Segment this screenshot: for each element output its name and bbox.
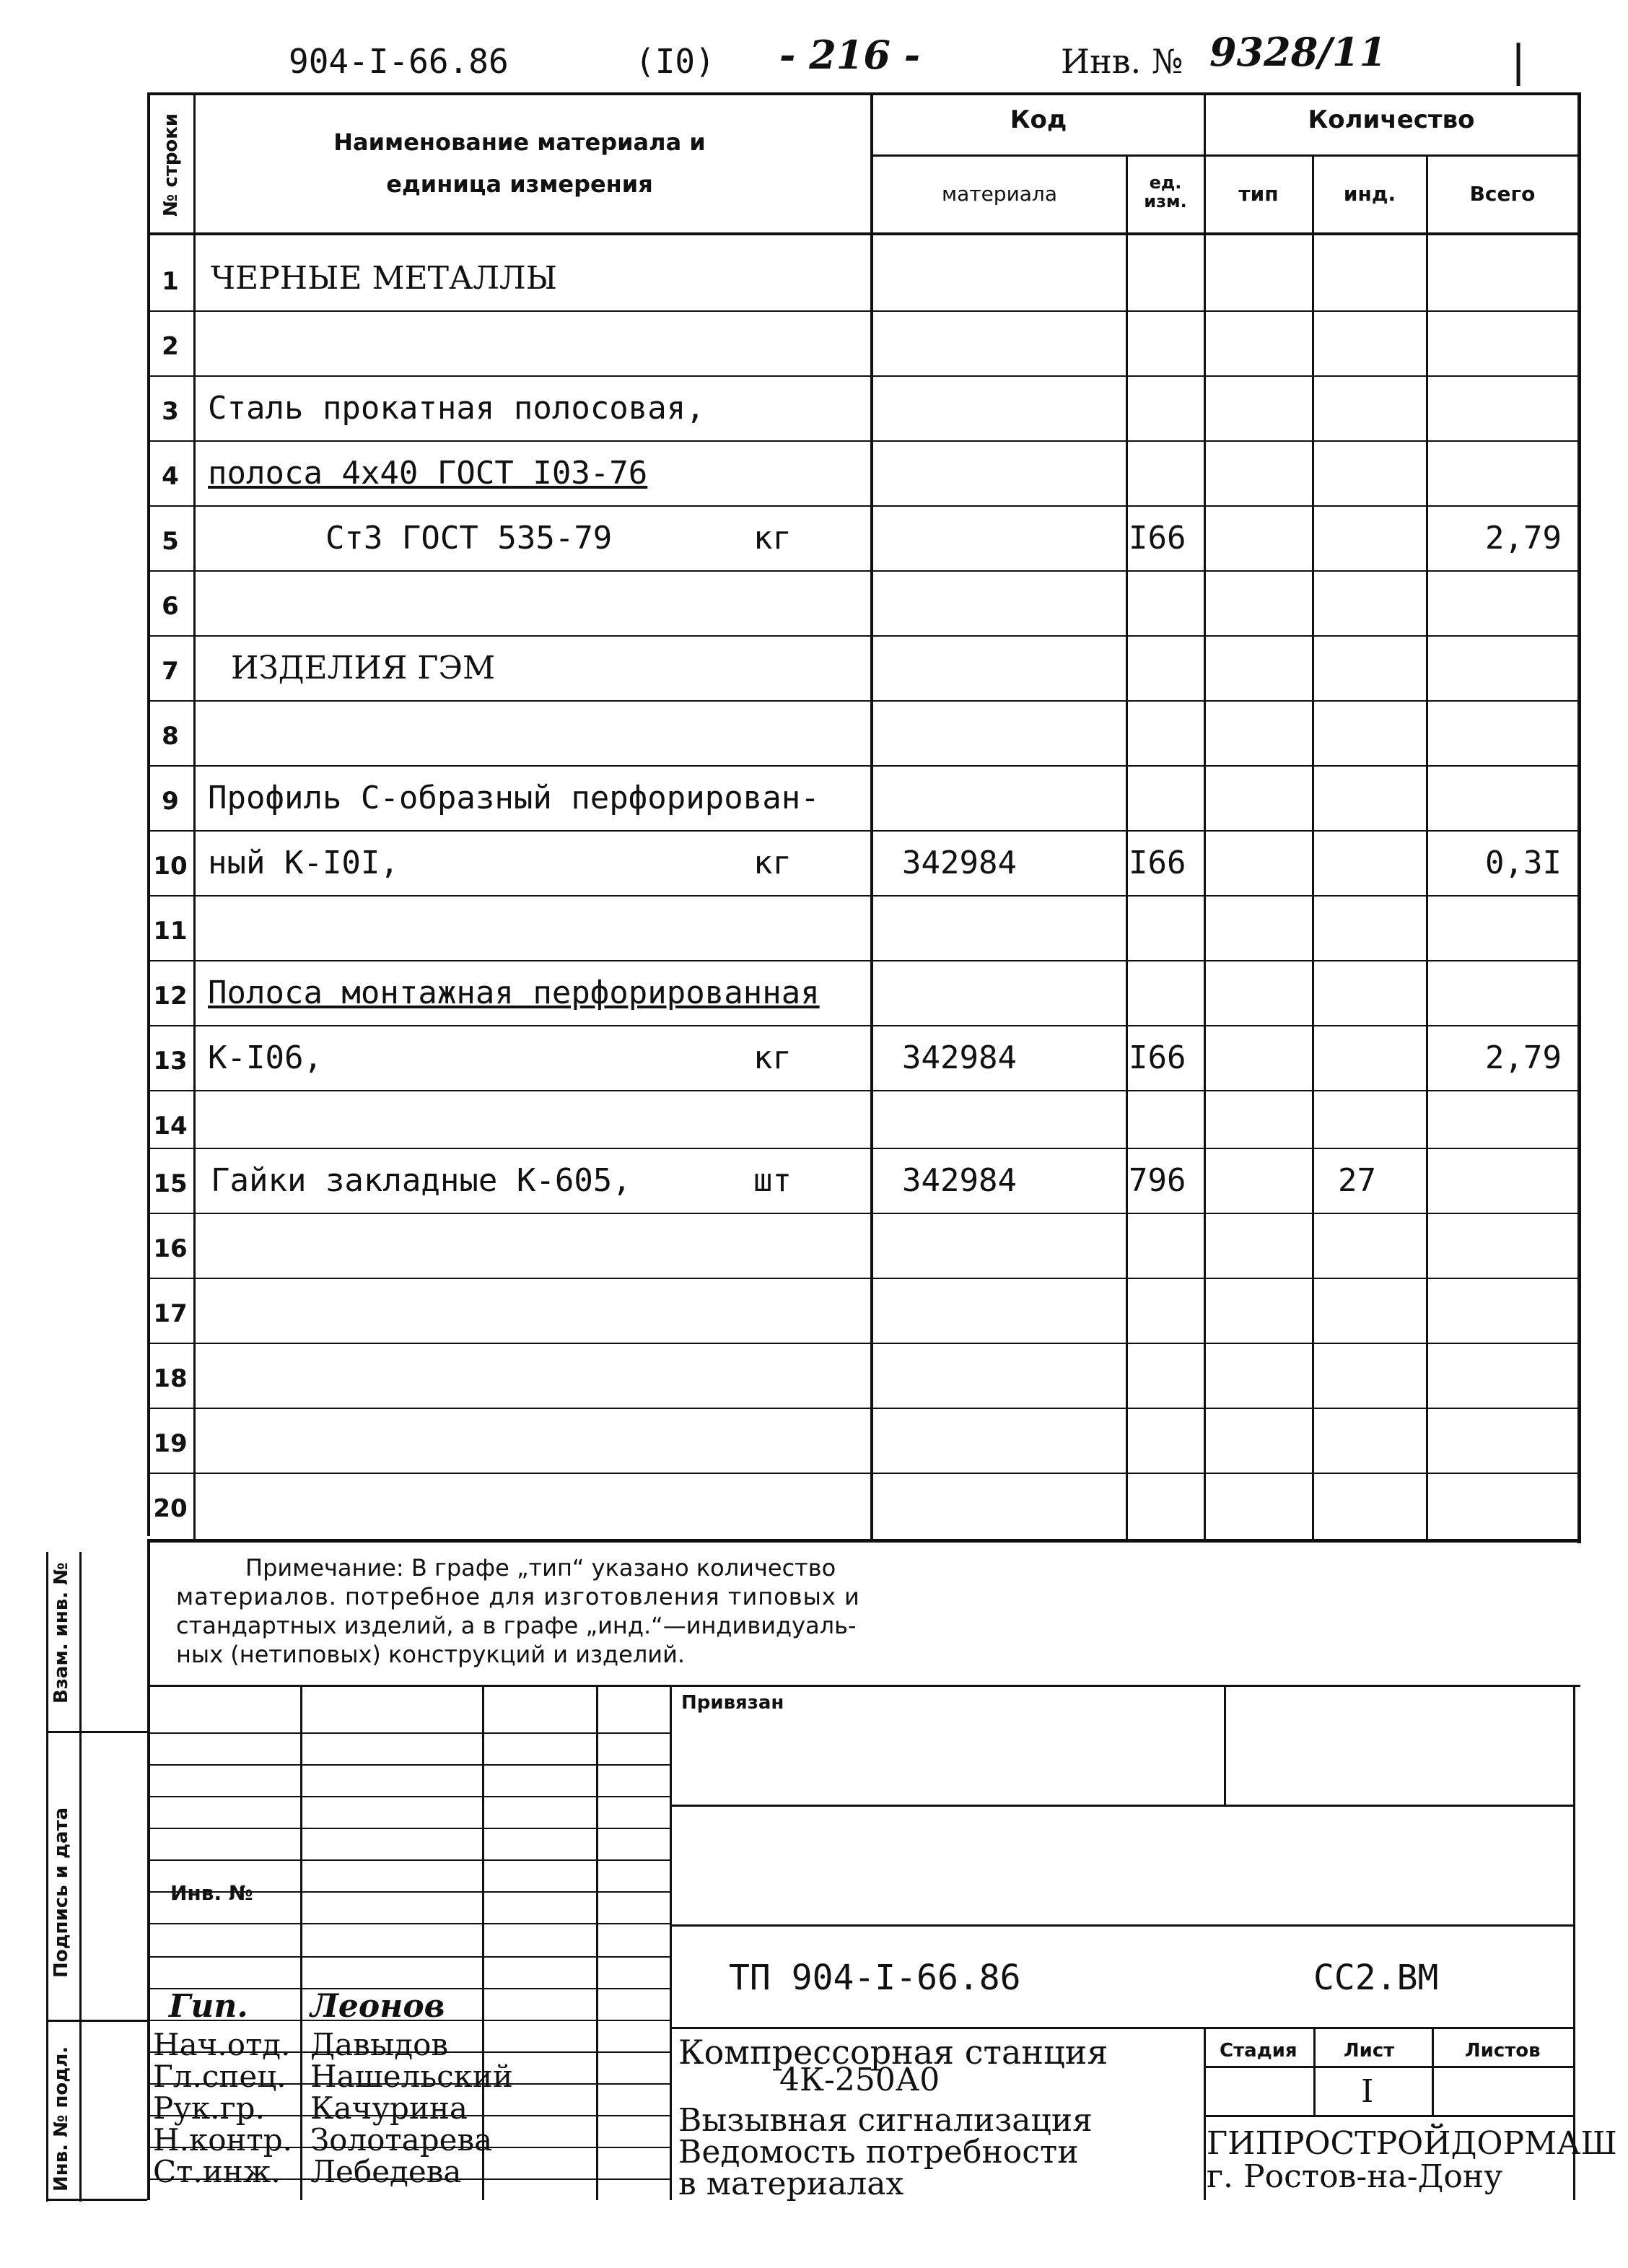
stamp-row-separator bbox=[150, 1956, 670, 1958]
row-number: 14 bbox=[153, 1112, 188, 1140]
edge-mark: | bbox=[1505, 36, 1532, 87]
row-number: 12 bbox=[153, 982, 188, 1011]
inv-label: Инв. № bbox=[1061, 42, 1183, 81]
table-row bbox=[147, 830, 1583, 895]
side-strip-bottom bbox=[46, 2199, 147, 2201]
doc-code: 904-I-66.86 bbox=[289, 42, 509, 81]
row-number: 15 bbox=[153, 1169, 188, 1198]
row-number-header: № строки bbox=[160, 113, 182, 217]
org-name: ГИПРОСТРОЙДОРМАШ bbox=[1207, 2125, 1617, 2162]
material-name: Ст3 ГОСТ 535-79 bbox=[211, 520, 613, 557]
header-bottom-border bbox=[147, 232, 1580, 235]
role-ruk-gr: Рук.гр. bbox=[153, 2090, 265, 2126]
stamp-stage-col1 bbox=[1313, 2027, 1316, 2115]
stamp-row-separator bbox=[150, 1859, 670, 1861]
row-number: 8 bbox=[162, 722, 179, 751]
material-name: Полоса монтажная перфорированная bbox=[208, 974, 820, 1011]
code-header: Код bbox=[1010, 105, 1067, 134]
material-code: 342984 bbox=[902, 1162, 1017, 1199]
stamp-stage-row bbox=[1205, 2066, 1573, 2068]
sheet-code: СС2.ВМ bbox=[1313, 1958, 1439, 1998]
privyazan-label: Привязан bbox=[681, 1692, 784, 1714]
material-header: материала bbox=[941, 182, 1057, 206]
table-row bbox=[147, 700, 1583, 765]
row-number: 13 bbox=[153, 1047, 188, 1076]
side-strip-right bbox=[79, 1552, 82, 2202]
row-number: 20 bbox=[153, 1494, 188, 1523]
person-gl-spec: Нашельский bbox=[310, 2059, 513, 2094]
role-st-inzh: Ст.инж. bbox=[153, 2154, 281, 2189]
stamp-stage-row2 bbox=[1205, 2115, 1573, 2117]
sheet-value: I bbox=[1361, 2073, 1374, 2110]
stamp-row-separator bbox=[150, 1764, 670, 1766]
stamp-row-separator bbox=[150, 1828, 670, 1829]
unit-text: кг bbox=[753, 520, 792, 557]
table-bottom-border bbox=[147, 1539, 1580, 1543]
note-line-2: материалов. потребное для изготовления типовых и bbox=[176, 1583, 860, 1610]
role-nach-otd: Нач.отд. bbox=[153, 2027, 291, 2062]
row-number: 4 bbox=[162, 462, 179, 491]
stamp-privyazan-col bbox=[1224, 1686, 1226, 1805]
stamp-left-border bbox=[147, 1539, 150, 2200]
unit-code: I66 bbox=[1129, 520, 1186, 557]
stamp-right-border bbox=[1573, 1686, 1575, 2200]
person-gip: Леонов bbox=[310, 1988, 445, 2025]
material-code: 342984 bbox=[902, 1039, 1017, 1076]
table-row bbox=[147, 1473, 1583, 1538]
table-row bbox=[147, 1148, 1583, 1213]
person-st-inzh: Лебедева bbox=[310, 2154, 462, 2189]
title-line-5: в материалах bbox=[678, 2165, 904, 2202]
stamp-top-line bbox=[147, 1685, 1580, 1687]
quantity-header: Количество bbox=[1308, 105, 1475, 134]
unit-header: ед. изм. bbox=[1144, 173, 1187, 211]
stamp-stage-col2 bbox=[1432, 2027, 1434, 2115]
name-header: Наименование материала и единица измерения bbox=[333, 128, 706, 198]
sheets-label: Листов bbox=[1465, 2040, 1541, 2062]
side-strip-left bbox=[46, 1552, 48, 2202]
stamp-row-separator bbox=[150, 1796, 670, 1797]
row-number: 16 bbox=[153, 1234, 188, 1263]
note-line-1: Примечание: В графе „тип“ указано количество bbox=[245, 1554, 836, 1582]
inv-no-label: Инв. № bbox=[170, 1881, 253, 1905]
material-name: ный К-I0I, bbox=[208, 845, 399, 881]
stamp-row-separator bbox=[150, 1732, 670, 1734]
row-number: 19 bbox=[153, 1429, 188, 1458]
table-row bbox=[147, 1343, 1583, 1408]
vzam-inv-label: Взам. инв. № bbox=[51, 1562, 72, 1704]
table-row bbox=[147, 635, 1583, 700]
table-row bbox=[147, 440, 1583, 505]
table-row bbox=[147, 1408, 1583, 1473]
row-number: 1 bbox=[162, 267, 179, 296]
inv-podl-label: Инв. № подл. bbox=[51, 2046, 72, 2191]
material-code: 342984 bbox=[902, 845, 1017, 881]
person-ruk-gr: Качурина bbox=[310, 2090, 468, 2126]
total-qty: 0,3I bbox=[1485, 845, 1562, 881]
material-name: Профиль С-образный перфорирован- bbox=[208, 780, 820, 816]
material-name: ЧЕРНЫЕ МЕТАЛЛЫ bbox=[211, 260, 558, 297]
title-line-4: Ведомость потребности bbox=[678, 2134, 1079, 2171]
material-name: Гайки закладные К-605, bbox=[211, 1162, 631, 1199]
table-row bbox=[147, 765, 1583, 830]
table-row bbox=[147, 375, 1583, 440]
podpis-data-label: Подпись и дата bbox=[51, 1807, 72, 1978]
title-line-1: Компрессорная станция bbox=[678, 2033, 1108, 2072]
table-row bbox=[147, 1025, 1583, 1090]
org-city: г. Ростов-на-Дону bbox=[1207, 2158, 1503, 2195]
total-header: Всего bbox=[1469, 182, 1536, 206]
material-name: Сталь прокатная полосовая, bbox=[208, 390, 705, 427]
row-number: 7 bbox=[162, 657, 179, 686]
stamp-col-c bbox=[596, 1686, 598, 2200]
material-name: полоса 4х40 ГОСТ I03-76 bbox=[208, 455, 648, 492]
side-strip-sep2 bbox=[46, 2020, 147, 2022]
role-gip: Гип. bbox=[169, 1988, 248, 2025]
row-number: 5 bbox=[162, 527, 179, 556]
stage-label: Стадия bbox=[1220, 2040, 1297, 2062]
sheet-label: Лист bbox=[1344, 2040, 1395, 2062]
title-line-3: Вызывная сигнализация bbox=[678, 2102, 1093, 2139]
table-row bbox=[147, 245, 1583, 310]
stamp-col-d bbox=[670, 1686, 672, 2200]
ind-header: инд. bbox=[1343, 182, 1396, 206]
project-code: ТП 904-I-66.86 bbox=[729, 1958, 1021, 1998]
row-number: 11 bbox=[153, 917, 188, 946]
role-n-kontr: Н.контр. bbox=[153, 2122, 292, 2158]
total-qty: 27 bbox=[1338, 1162, 1376, 1199]
note-line-4: ных (нетиповых) конструкций и изделий. bbox=[176, 1641, 686, 1668]
title-line-2: 4К-250А0 bbox=[779, 2062, 940, 2098]
header-sub-border bbox=[873, 154, 1577, 157]
table-top-border bbox=[147, 92, 1580, 95]
material-name: К-I06, bbox=[208, 1039, 323, 1076]
unit-code: I66 bbox=[1129, 845, 1186, 881]
material-name: ИЗДЕЛИЯ ГЭМ bbox=[211, 650, 496, 686]
row-number: 3 bbox=[162, 397, 179, 426]
unit-code: I66 bbox=[1129, 1039, 1186, 1076]
row-number: 10 bbox=[153, 852, 188, 881]
table-row bbox=[147, 1213, 1583, 1278]
part-number: (I0) bbox=[635, 42, 715, 81]
table-row bbox=[147, 1278, 1583, 1343]
table-row bbox=[147, 895, 1583, 960]
table-row bbox=[147, 310, 1583, 375]
table-row bbox=[147, 505, 1583, 570]
row-number: 2 bbox=[162, 332, 179, 361]
role-gl-spec: Гл.спец. bbox=[153, 2059, 286, 2094]
unit-text: кг bbox=[753, 1039, 792, 1076]
row-number: 6 bbox=[162, 592, 179, 621]
unit-text: шт bbox=[753, 1162, 792, 1199]
table-row bbox=[147, 1090, 1583, 1155]
row-number: 9 bbox=[162, 787, 179, 816]
total-qty: 2,79 bbox=[1485, 1039, 1562, 1076]
type-header: тип bbox=[1238, 182, 1279, 206]
inv-number: 9328/11 bbox=[1209, 29, 1387, 75]
table-row bbox=[147, 960, 1583, 1025]
row-number: 18 bbox=[153, 1364, 188, 1393]
stamp-col-a bbox=[300, 1686, 302, 2200]
stamp-code-bottom bbox=[671, 2027, 1573, 2029]
person-n-kontr: Золотарева bbox=[310, 2122, 493, 2158]
page-mark: - 216 - bbox=[779, 32, 921, 78]
table-row bbox=[147, 570, 1583, 635]
stamp-title-col bbox=[1204, 2027, 1206, 2200]
side-strip-sep1 bbox=[46, 1731, 147, 1733]
stamp-row-separator bbox=[150, 1923, 670, 1924]
note-line-3: стандартных изделий, а в графе „инд.“—индивидуаль- bbox=[176, 1612, 857, 1639]
unit-text: кг bbox=[753, 845, 792, 881]
total-qty: 2,79 bbox=[1485, 520, 1562, 557]
stamp-privyazan-line bbox=[671, 1805, 1573, 1807]
unit-code: 796 bbox=[1129, 1162, 1186, 1199]
stamp-code-top bbox=[671, 1924, 1573, 1927]
person-nach-otd: Давыдов bbox=[310, 2027, 449, 2062]
row-number: 17 bbox=[153, 1299, 188, 1328]
